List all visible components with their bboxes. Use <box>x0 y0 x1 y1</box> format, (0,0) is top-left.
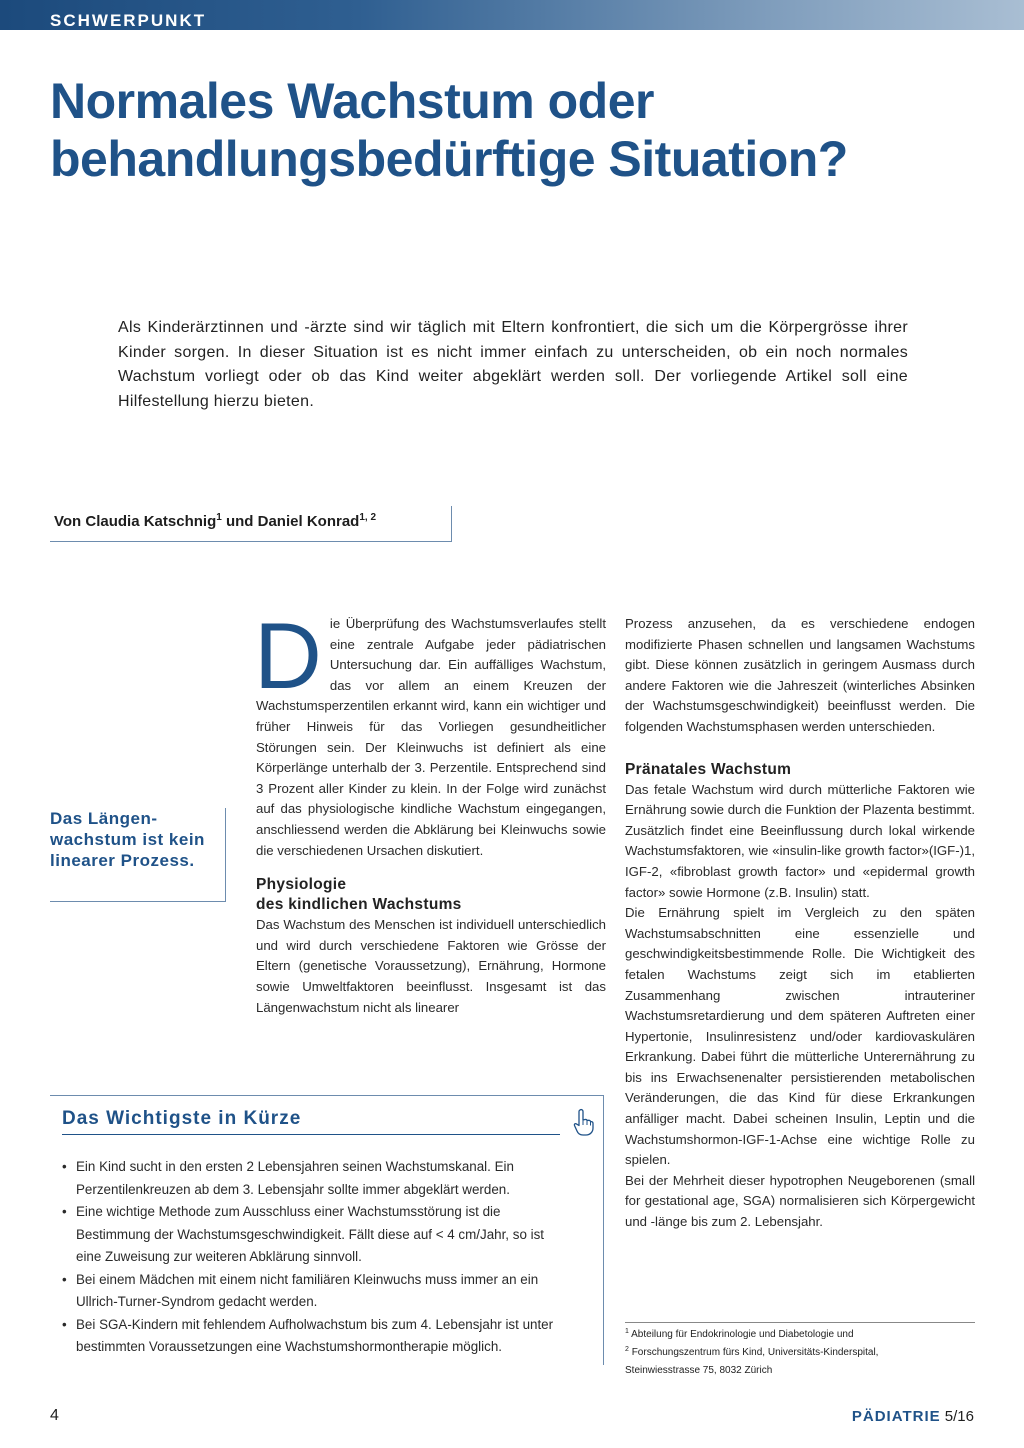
byline-author-2: und Daniel Konrad <box>221 513 360 530</box>
column-2 <box>625 614 975 1233</box>
summary-item: • Bei SGA-Kindern mit fehlendem Aufholwachstum bis zum 4. Lebensjahr ist unter bestimmten Voraussetzungen eine Wachstumshormontherapie möglich. <box>60 1314 560 1359</box>
footnote-2-text: Forschungszentrum fürs Kind, Universitäts-Kinderspital, <box>631 1347 879 1358</box>
footnote-1 <box>625 1326 975 1344</box>
summary-item: • Bei einem Mädchen mit einem nicht familiären Kleinwuchs muss immer an ein Ullrich-Turner-Syndrom gedacht werden. <box>60 1269 560 1314</box>
section-heading-line-2: des kindlichen Wachstums <box>256 896 462 914</box>
summary-item: • Ein Kind sucht in den ersten 2 Lebensjahren seinen Wachstumskanal. Ein Perzentilenkreuzen ab dem 3. Lebensjahr sollte immer abgeklärt werden. <box>60 1156 560 1201</box>
col2-continuation-paragraph: Prozess anzusehen, da es verschiedene endogen modifizierte Phasen schnellen und langsamen Wachstums gibt. Diese können zusätzlich in geringem Ausmass durch andere Faktoren wie die Jahreszeit (winterliches Absinken der Wachstumsgeschwindigkeit) beeinflusst werden. Die folgenden Wachstumsphasen werden unterschieden. <box>625 616 975 734</box>
section-heading-physiologie <box>256 875 606 915</box>
journal-issue: 5/16 <box>944 1408 974 1425</box>
page-number: 4 <box>50 1407 59 1424</box>
pull-quote-text: Das Längen-wachstum ist kein linearer Prozess. <box>50 809 205 870</box>
section-heading-line-1: Physiologie <box>256 876 347 894</box>
byline-author-1: Von Claudia Katschnig <box>54 513 217 530</box>
intro-paragraph <box>254 603 606 861</box>
byline <box>50 506 452 542</box>
physiologie-paragraph: Das Wachstum des Menschen ist individuell unterschiedlich und wird durch verschiedene Faktoren wie Grösse der Eltern (genetische Voraussetzung), Ernährung, Hormone sowie Umweltfaktoren beeinflusst. Insgesamt ist das Längenwachstum nicht als linearer <box>256 917 606 1015</box>
summary-box-title: Das Wichtigste in Kürze <box>62 1106 560 1135</box>
footnote-2 <box>625 1344 975 1362</box>
journal-name: PÄDIATRIE <box>851 1408 941 1425</box>
footnote-1-mark: 1 <box>625 1328 629 1335</box>
footnotes <box>625 1326 975 1380</box>
title-line-2: behandlungsbedürftige Situation? <box>50 131 848 187</box>
byline-affil-1: 1 <box>216 512 222 523</box>
summary-item: • Eine wichtige Methode zum Ausschluss einer Wachstumsstörung ist die Bestimmung der Wachstumsgeschwindigkeit. Fällt diese auf < 4 cm/Jahr, so ist eine Zuweisung zur weiteren Abklärung sinnvoll. <box>60 1201 560 1269</box>
footnote-2-mark: 2 <box>625 1346 629 1353</box>
praenatal-paragraph-2: Die Ernährung spielt im Vergleich zu den späten Wachstumsabschnitten eine essenzielle und geschwindigkeitsbestimmende Rolle. Die Wichtigkeit des fetalen Wachstums zeigt sich im etablierten Zusammenhang zwischen intrauteriner Wachstumsretardierung und dem späteren Auftreten einer Hypertonie, Insulinresistenz und/oder kardiovaskulären Erkrankung. Dabei führt die mütterliche Unterernährung zu bis ins Erwachsenenalter persistierenden metabolischen Veränderungen, die das Kind für diese Erkrankungen anfälliger macht. Dabei scheinen Insulin, Leptin und die Wachstumshormon-IGF-1-Achse eine wichtige Rolle zu spielen. <box>625 905 975 1168</box>
pull-quote <box>50 808 226 902</box>
title-line-1: Normales Wachstum oder <box>50 73 654 129</box>
drop-cap: D <box>254 603 322 708</box>
praenatal-paragraph-3: Bei der Mehrheit dieser hypotrophen Neugeborenen (small for gestational age, SGA) normalisieren sich Körpergewicht und -länge bis zum 2. Lebensjahr. <box>625 1172 975 1230</box>
column-1 <box>254 603 606 1018</box>
intro-text: ie Überprüfung des Wachstumsverlaufes stellt eine zentrale Aufgabe jeder pädiatrischen Untersuchung dar. Ein auffälliges Wachstum, das vor allem an einem Kreuzen der Wachstumsperzentilen erkannt wird, kann ein wichtiger und früher Hinweis für das Vorliegen gesundheitlicher Störungen sein. Der Kleinwuchs ist definiert als eine Körperlänge unterhalb der 3. Perzentile. Entsprechend sind 3 Prozent aller Kinder zu klein. In der Folge wird zunächst auf das physiologische kindliche Wachstum eingegangen, anschliessend werden die Abklärung bei Kleinwuchs sowie die verschiedenen Ursachen diskutiert. <box>256 616 606 858</box>
praenatal-paragraph-1: Das fetale Wachstum wird durch mütterliche Faktoren wie Ernährung sowie durch die Funktion der Plazenta bestimmt. Zusätzlich findet eine Beeinflussung durch lokal wirkende Wachstumsfaktoren, wie «insulin-like growth factor»(IGF-)1, IGF-2, «fibroblast growth factor» und «epidermal growth factor» sowie Hormone (z.B. Insulin) statt. <box>625 781 975 900</box>
section-label: SCHWERPUNKT <box>50 11 207 30</box>
journal-footer <box>840 1407 974 1427</box>
summary-box <box>50 1095 604 1365</box>
byline-text <box>50 506 451 532</box>
section-heading-praenatal: Pränatales Wachstum <box>625 760 792 778</box>
footnote-1-text: Abteilung für Endokrinologie und Diabetologie und <box>631 1329 854 1340</box>
section-header-bar <box>0 0 1024 30</box>
footnote-2-continued: Steinwiesstrasse 75, 8032 Zürich <box>625 1365 773 1376</box>
summary-list <box>60 1156 560 1359</box>
byline-affil-2: 1, 2 <box>359 512 377 523</box>
pointing-hand-icon <box>572 1108 594 1136</box>
footnote-rule <box>625 1322 975 1323</box>
article-title <box>50 72 990 188</box>
article-lead: Als Kinderärztinnen und -ärzte sind wir täglich mit Eltern konfrontiert, die sich um die Körpergrösse ihrer Kinder sorgen. In dieser Situation ist es nicht immer einfach zu unterscheiden, ob ein noch normales Wachstum vorliegt oder ob das Kind weiter abgeklärt werden soll. Der vorliegende Artikel soll eine Hilfestellung hierzu bieten. <box>118 319 908 410</box>
